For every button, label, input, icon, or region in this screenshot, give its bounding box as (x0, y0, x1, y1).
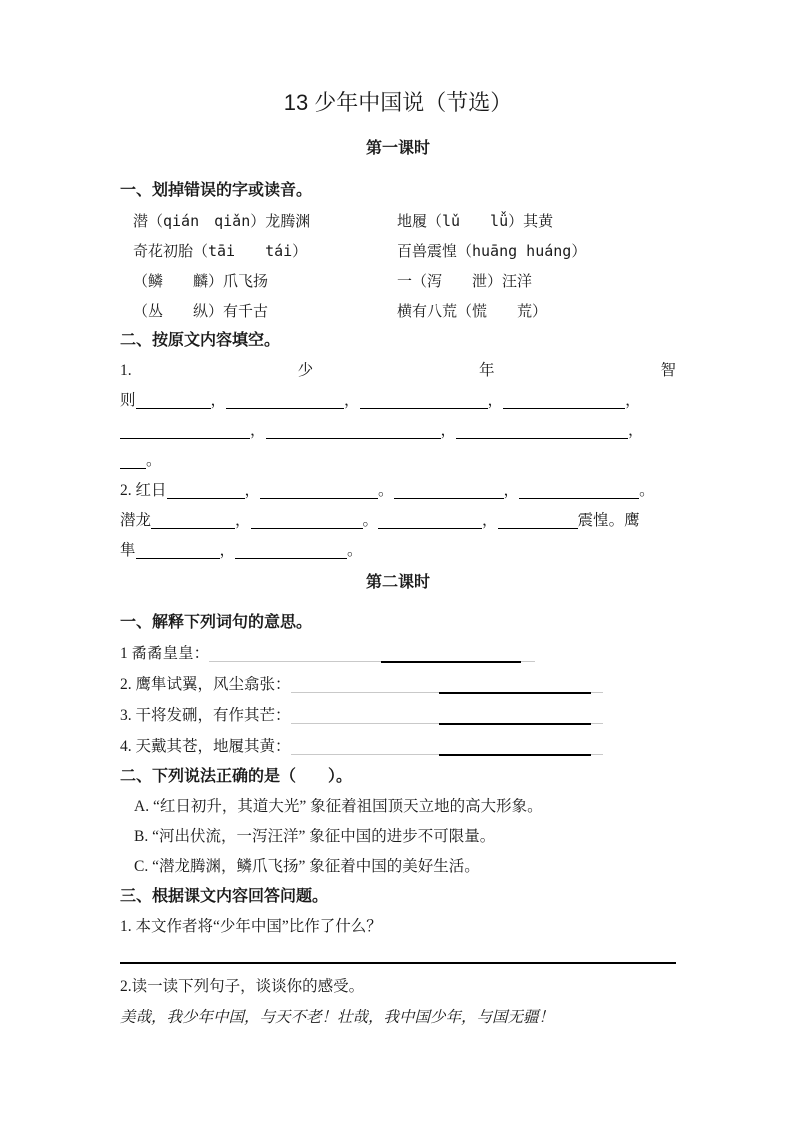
fill-text: ， (625, 392, 641, 409)
page-title: 13 少年中国说（节选） (283, 90, 513, 115)
explain-label: 2. 鹰隼试翼，风尘翕张： (120, 676, 291, 693)
fill-text: 。 (347, 542, 363, 559)
fill-text: ， (235, 512, 251, 529)
pron-item: 奇花初胎（tāi tái） (133, 242, 308, 260)
pron-item: 横有八荒（慌 荒） (397, 302, 548, 320)
pron-row (133, 296, 676, 326)
explain-section-heading: 一、解释下列词句的意思。 (120, 614, 313, 631)
explain-item (120, 669, 676, 700)
explain-label: 4. 天戴其苍，地履其黄： (120, 738, 291, 755)
explain-item (120, 638, 676, 669)
choice-option-c: C. “潜龙腾渊，鳞爪飞扬” 象征着中国的美好生活。 (134, 858, 480, 875)
answer-blank[interactable] (151, 513, 235, 530)
answer-blank[interactable] (260, 483, 378, 500)
explain-item (120, 731, 676, 762)
fill-text: 。 (362, 512, 379, 529)
section2-heading: 二、按原文内容填空。 (120, 332, 281, 349)
fill-text: ， (628, 422, 644, 439)
answer-blank[interactable] (291, 708, 439, 725)
pronunciation-exercise (133, 206, 676, 326)
answer-blank[interactable] (136, 543, 220, 560)
answer-blank[interactable] (456, 423, 628, 440)
pron-row (133, 206, 676, 236)
spread-word: 少 (297, 362, 314, 379)
fill-text: ， (219, 542, 236, 559)
fill-line (120, 446, 676, 476)
answer-blank[interactable] (291, 739, 439, 756)
explain-label: 3. 干将发硎，有作其芒： (120, 707, 291, 724)
pron-row (133, 236, 676, 266)
fill-text: ， (440, 422, 457, 439)
answer-blank[interactable] (120, 423, 250, 440)
quote-sentence: 美哉，我少年中国，与天不老！壮哉，我中国少年，与国无疆！ (120, 1008, 555, 1026)
fill-text: 。 (378, 482, 394, 499)
fill-text: ， (244, 482, 261, 499)
fill-text: 震惶。鹰 (577, 512, 640, 529)
answer-blank[interactable] (503, 393, 625, 410)
answer-blank[interactable] (591, 708, 603, 725)
answer-blank[interactable] (209, 646, 381, 663)
answer-blank[interactable] (519, 483, 639, 500)
spread-word: 年 (479, 362, 495, 379)
answer-blank[interactable] (498, 513, 578, 530)
answer-blank[interactable] (226, 393, 344, 410)
answer-blank[interactable] (439, 677, 591, 695)
answer-blank[interactable] (591, 739, 603, 756)
answer-blank[interactable] (439, 739, 591, 757)
fill-line (120, 386, 676, 416)
answer-blank[interactable] (439, 708, 591, 726)
fill-text: 。 (146, 452, 162, 469)
fill-text: 潜龙 (120, 512, 152, 529)
answer-blank[interactable] (360, 393, 488, 410)
fill-text: ， (344, 392, 360, 409)
fill-text: 2. 红日 (120, 482, 167, 499)
choice-option-a: A. “红日初升，其道大光” 象征着祖国顶天立地的高大形象。 (134, 798, 543, 815)
fill-text: ， (482, 512, 498, 529)
fill-line (120, 476, 676, 506)
answer-blank[interactable] (291, 677, 439, 694)
question-2: 2.读一读下列句子，谈谈你的感受。 (120, 978, 365, 995)
lesson1-heading: 第一课时 (365, 140, 430, 157)
pron-item: 百兽震惶（huāng huáng） (397, 242, 587, 260)
pron-row (133, 266, 676, 296)
fill-line (120, 416, 676, 446)
pron-item: 地履（lǔ lǚ）其黄 (397, 212, 554, 230)
fill-text: 。 (639, 482, 655, 499)
fill-text: 隼 (120, 542, 136, 559)
answer-blank[interactable] (251, 513, 363, 530)
fill-text: ， (487, 392, 504, 409)
item-number: 1. (120, 362, 132, 379)
fill-text: ， (250, 422, 266, 439)
choice-section-heading: 二、下列说法正确的是（ ）。 (120, 768, 353, 785)
fill-line (120, 536, 676, 566)
section1-heading: 一、划掉错误的字或读音。 (120, 182, 313, 199)
answer-blank[interactable] (120, 453, 146, 470)
answer-blank[interactable] (167, 483, 245, 500)
fill-line (120, 506, 676, 536)
pron-item: （丛 纵）有千古 (133, 302, 269, 320)
fill-text: 则 (120, 392, 136, 409)
explain-item (120, 700, 676, 731)
answer-blank[interactable] (266, 423, 441, 440)
answer-blank[interactable] (394, 483, 504, 500)
choice-option-b: B. “河出伏流，一泻汪洋” 象征中国的进步不可限量。 (134, 828, 496, 845)
pron-item: 潜（qián qiǎn）龙腾渊 (133, 212, 311, 230)
qa-section-heading: 三、根据课文内容回答问题。 (120, 888, 329, 905)
fill-item1-spread-line (120, 356, 676, 386)
spread-word: 智 (660, 362, 676, 379)
answer-blank[interactable] (136, 393, 211, 410)
explain-label: 1 矞矞皇皇： (120, 645, 210, 662)
answer-blank[interactable] (378, 513, 482, 530)
fill-text: ， (503, 482, 520, 499)
pron-item: 一（泻 泄）汪洋 (397, 272, 533, 290)
fill-text: ， (210, 392, 227, 409)
pron-item: （鳞 麟）爪飞扬 (133, 272, 269, 290)
question-1: 1. 本文作者将“少年中国”比作了什么？ (120, 918, 382, 935)
lesson2-heading: 第二课时 (365, 574, 430, 591)
answer-blank[interactable] (521, 646, 535, 663)
answer-blank[interactable] (235, 543, 347, 560)
answer-blank[interactable] (591, 677, 603, 694)
answer-line[interactable] (120, 948, 676, 964)
answer-blank[interactable] (381, 646, 521, 664)
